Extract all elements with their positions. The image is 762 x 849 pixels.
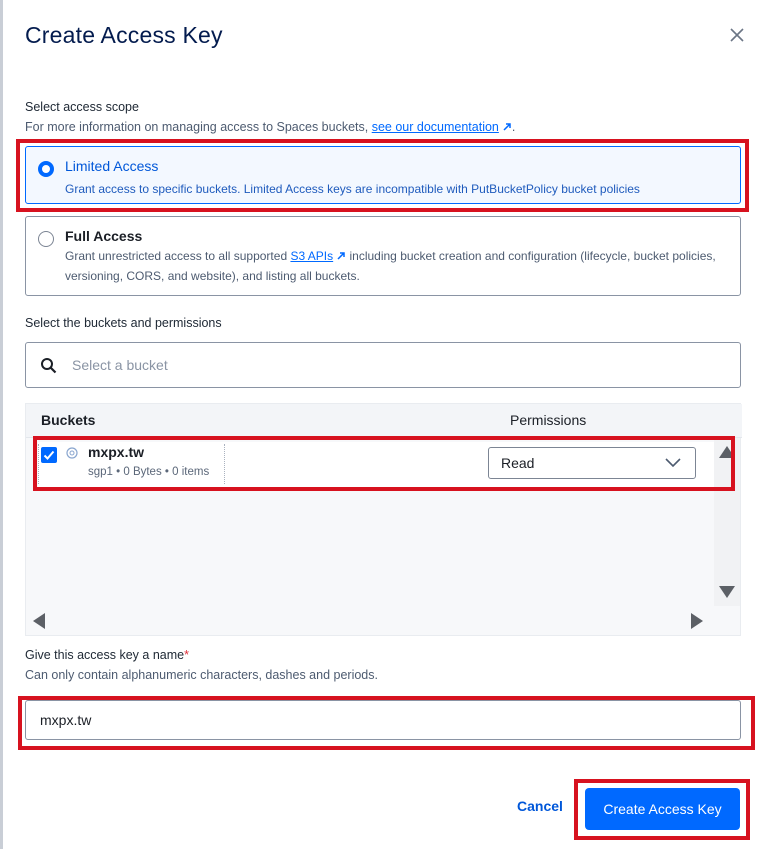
helper-suffix: .	[511, 120, 516, 134]
table-header	[26, 404, 742, 438]
documentation-link[interactable]: see our documentation	[372, 120, 512, 134]
close-icon[interactable]	[728, 26, 746, 44]
permission-value: Read	[501, 455, 535, 471]
column-permissions: Permissions	[510, 412, 587, 428]
check-icon	[41, 447, 57, 463]
external-link-icon	[502, 122, 512, 132]
cell-divider	[38, 444, 39, 484]
helper-text: For more information on managing access to Spaces buckets,	[25, 120, 372, 134]
window-edge	[0, 0, 3, 849]
table-row	[38, 442, 714, 488]
limited-access-option[interactable]	[25, 146, 741, 204]
key-name-label: Give this access key a name*	[25, 648, 189, 662]
bucket-search[interactable]	[25, 342, 741, 388]
buckets-table	[25, 403, 741, 636]
full-access-description: Grant unrestricted access to all supported S3 APIs including bucket creation and configuration (lifecycle, bucket policies, versioning, CORS, and website), and listing all buckets.	[65, 249, 716, 283]
bucket-icon	[66, 447, 78, 459]
bucket-search-input[interactable]	[72, 354, 712, 376]
chevron-down-icon	[665, 457, 681, 469]
create-access-key-button[interactable]: Create Access Key	[585, 788, 740, 830]
limited-access-radio[interactable]	[38, 161, 54, 177]
access-scope-label: Select access scope	[25, 100, 139, 114]
bucket-name: mxpx.tw	[88, 444, 145, 460]
scroll-left-arrow-icon[interactable]	[33, 613, 45, 629]
key-name-helper: Can only contain alphanumeric characters, dashes and periods.	[25, 668, 378, 682]
scroll-up-arrow-icon[interactable]	[719, 446, 735, 458]
modal-title: Create Access Key	[25, 22, 223, 48]
limited-access-description: Grant access to specific buckets. Limited Access keys are incompatible with PutBucketPolicy bucket policies	[65, 182, 640, 196]
bucket-checkbox[interactable]	[41, 447, 57, 463]
bucket-meta: sgp1 • 0 Bytes • 0 items	[88, 466, 210, 478]
required-mark: *	[184, 648, 189, 662]
s3-apis-link[interactable]: S3 APIs	[290, 249, 346, 263]
key-name-input[interactable]	[25, 700, 741, 740]
cell-divider	[224, 444, 225, 484]
scroll-right-arrow-icon[interactable]	[691, 613, 703, 629]
column-buckets: Buckets	[41, 412, 96, 428]
scroll-down-arrow-icon[interactable]	[719, 586, 735, 598]
horizontal-scrollbar[interactable]	[26, 606, 740, 634]
full-access-title: Full Access	[65, 228, 143, 244]
vertical-scrollbar[interactable]	[714, 438, 740, 606]
access-scope-helper	[25, 120, 515, 134]
external-link-icon	[336, 251, 346, 261]
permission-select[interactable]	[488, 447, 696, 479]
buckets-permissions-label: Select the buckets and permissions	[25, 316, 222, 330]
cancel-button[interactable]: Cancel	[517, 798, 563, 814]
full-access-option[interactable]	[25, 216, 741, 296]
full-access-radio[interactable]	[38, 231, 54, 247]
search-icon	[40, 357, 57, 374]
limited-access-title: Limited Access	[65, 158, 159, 174]
